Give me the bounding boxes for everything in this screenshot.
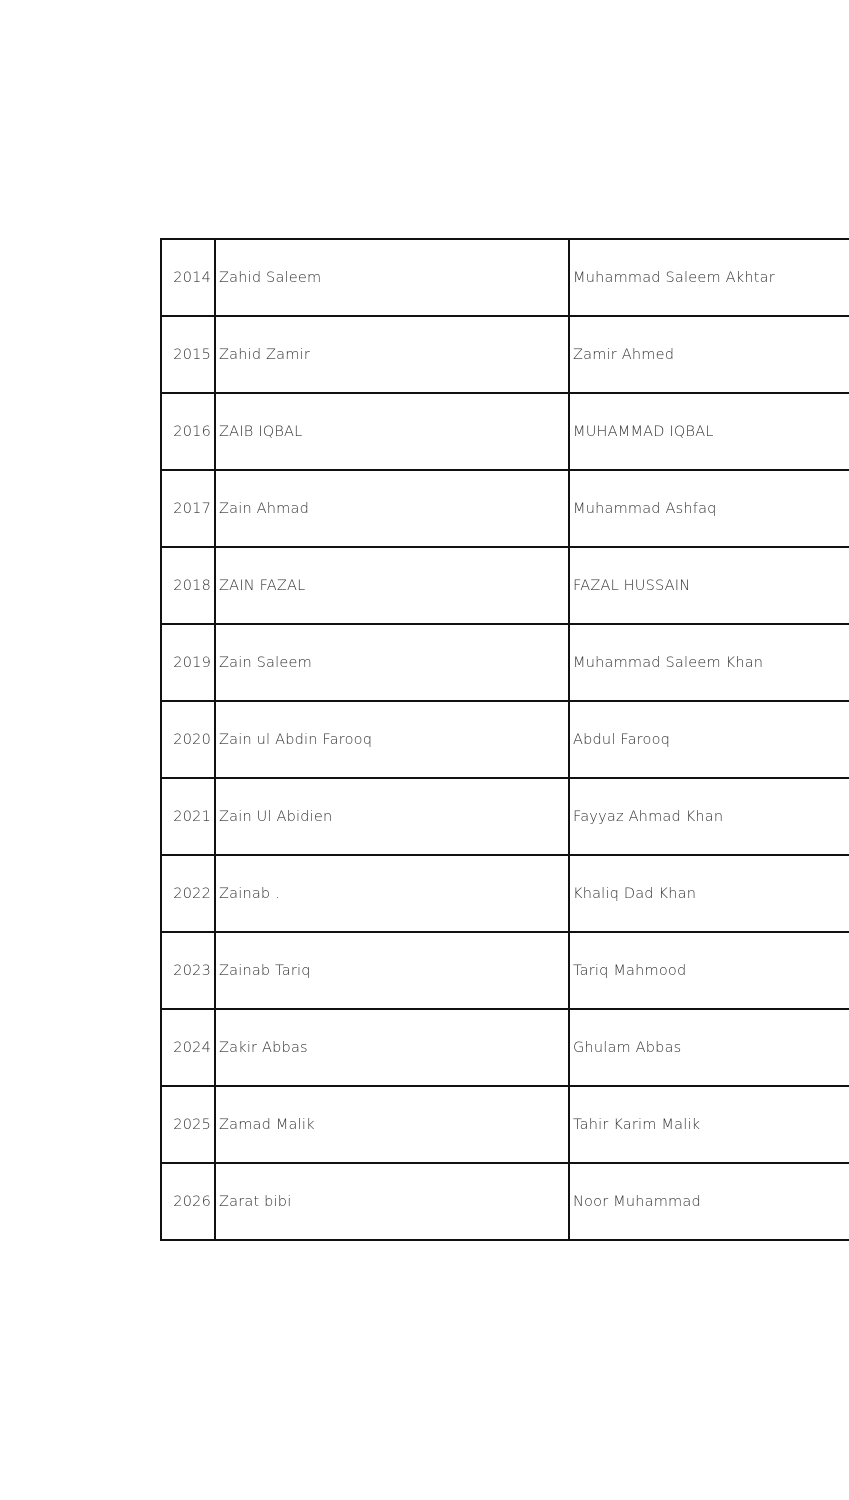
table-row — [161, 932, 849, 1009]
serial-number-cell: 2015 — [161, 316, 215, 393]
serial-number-cell: 2026 — [161, 1163, 215, 1240]
table-row — [161, 393, 849, 470]
table-row — [161, 547, 849, 624]
father-name-cell: Fayyaz Ahmad Khan — [569, 778, 849, 855]
serial-number-cell: 2014 — [161, 239, 215, 316]
table-row — [161, 701, 849, 778]
name-cell: Zainab . — [215, 855, 569, 932]
father-name-cell: Abdul Farooq — [569, 701, 849, 778]
serial-number-cell: 2023 — [161, 932, 215, 1009]
table-row — [161, 470, 849, 547]
father-name-cell: Khaliq Dad Khan — [569, 855, 849, 932]
name-cell: Zain ul Abdin Farooq — [215, 701, 569, 778]
table-row — [161, 855, 849, 932]
table-row — [161, 1163, 849, 1240]
father-name-cell: Ghulam Abbas — [569, 1009, 849, 1086]
serial-number-cell: 2021 — [161, 778, 215, 855]
name-cell: Zahid Saleem — [215, 239, 569, 316]
name-cell: Zakir Abbas — [215, 1009, 569, 1086]
serial-number-cell: 2018 — [161, 547, 215, 624]
father-name-cell: Zamir Ahmed — [569, 316, 849, 393]
serial-number-cell: 2020 — [161, 701, 215, 778]
name-cell: Zain Ahmad — [215, 470, 569, 547]
father-name-cell: Tahir Karim Malik — [569, 1086, 849, 1163]
name-cell: ZAIB IQBAL — [215, 393, 569, 470]
table-row — [161, 778, 849, 855]
serial-number-cell: 2019 — [161, 624, 215, 701]
table-row — [161, 316, 849, 393]
father-name-cell: FAZAL HUSSAIN — [569, 547, 849, 624]
father-name-cell: Muhammad Ashfaq — [569, 470, 849, 547]
father-name-cell: Tariq Mahmood — [569, 932, 849, 1009]
name-cell: Zamad Malik — [215, 1086, 569, 1163]
serial-number-cell: 2024 — [161, 1009, 215, 1086]
name-cell: Zarat bibi — [215, 1163, 569, 1240]
table-row — [161, 1086, 849, 1163]
name-cell: Zainab Tariq — [215, 932, 569, 1009]
name-cell: Zain Ul Abidien — [215, 778, 569, 855]
table-row — [161, 624, 849, 701]
father-name-cell: Noor Muhammad — [573, 1193, 701, 1210]
serial-number-cell: 2017 — [161, 470, 215, 547]
records-table — [160, 238, 849, 1241]
father-name-cell: MUHAMMAD IQBAL — [569, 393, 849, 470]
serial-number-cell: 2016 — [161, 393, 215, 470]
father-name-cell: Muhammad Saleem Khan — [569, 624, 849, 701]
name-cell: Zahid Zamir — [215, 316, 569, 393]
records-table-body — [161, 239, 849, 1240]
table-row — [161, 1009, 849, 1086]
father-name-cell: Muhammad Saleem Akhtar — [569, 239, 849, 316]
name-cell: Zain Saleem — [215, 624, 569, 701]
name-cell: ZAIN FAZAL — [215, 547, 569, 624]
serial-number-cell: 2025 — [161, 1086, 215, 1163]
serial-number-cell: 2022 — [161, 855, 215, 932]
table-row — [161, 239, 849, 316]
